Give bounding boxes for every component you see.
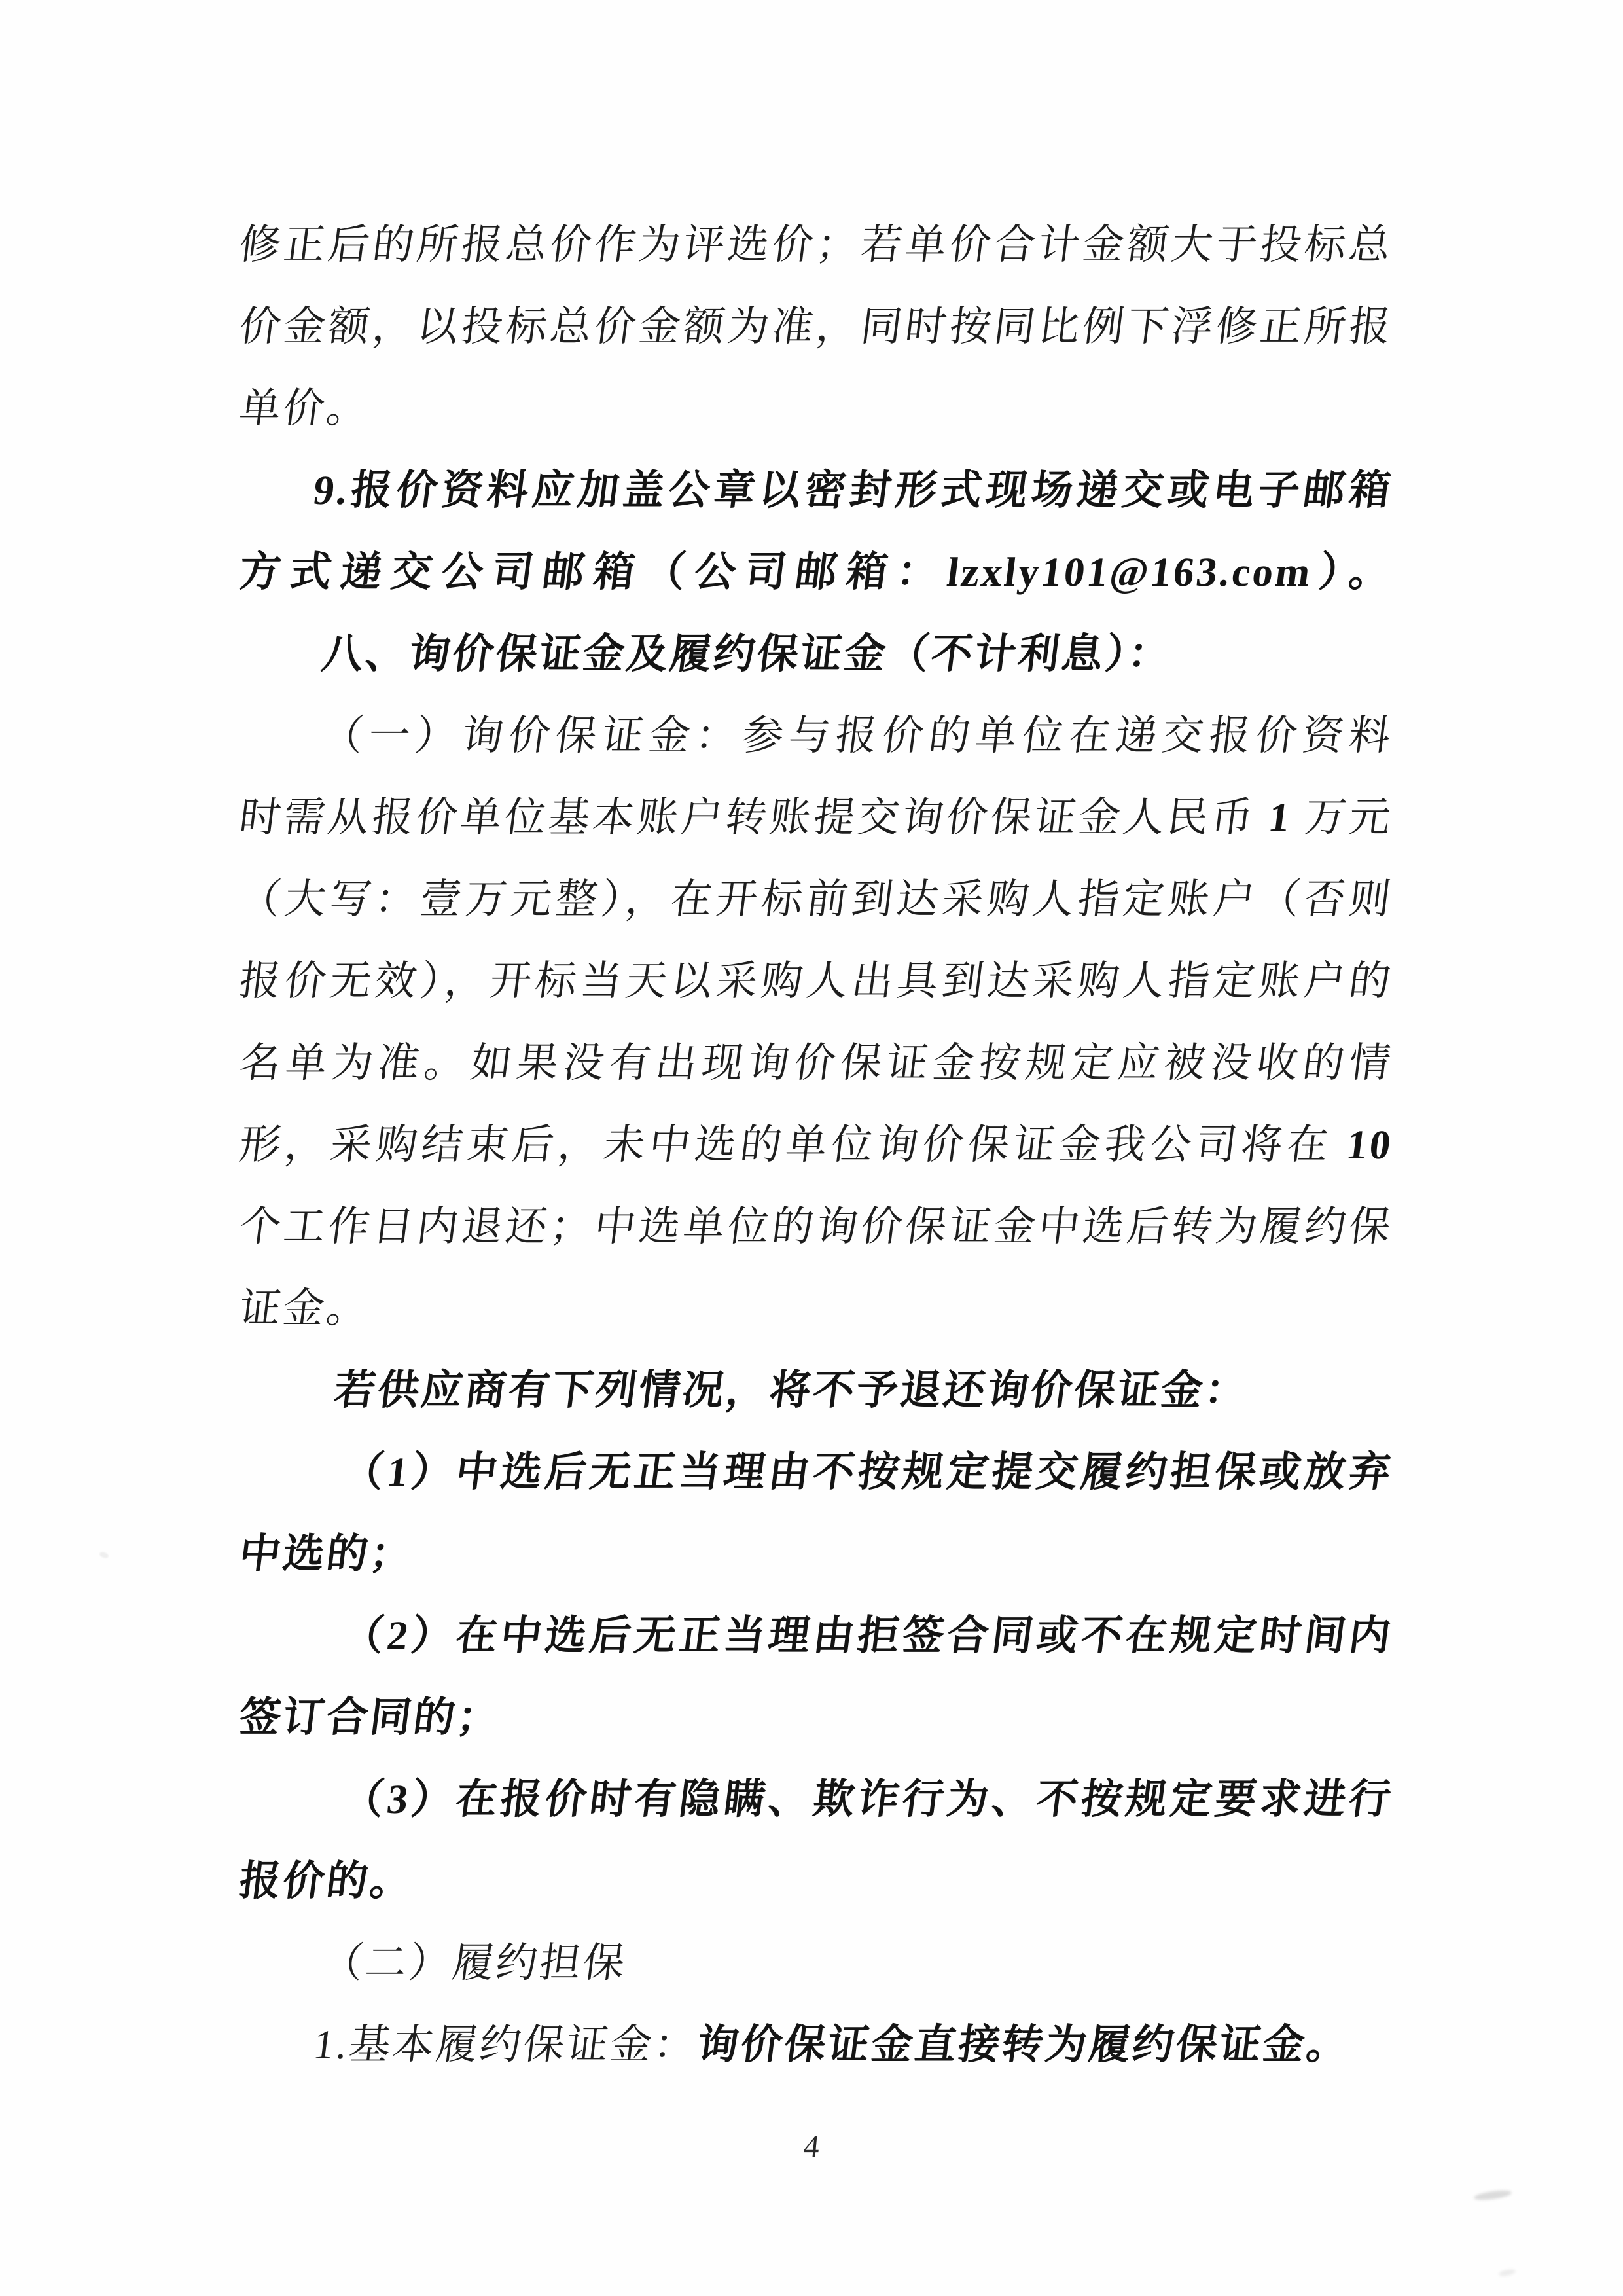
text-run: 修正后的所报总价作为评选价；若单价合计金额大于投标总 [236,222,1396,268]
text-line [234,1104,1397,1186]
text-line [234,941,1397,1022]
text-line [234,1350,1397,1431]
text-run: 报价无效），开标当天以采购人出具到达采购人指定账户的 [236,958,1396,1004]
text-run-bold: （2）在中选后无正当理由拒签合同或不在规定时间内 [340,1613,1396,1659]
text-run: 时需从报价单位基本账户转账提交询价保证金人民币 [236,795,1272,840]
text-line [234,1513,1397,1595]
scan-smudge [1473,2189,1512,2202]
text-line [234,368,1397,450]
text-line [234,695,1397,777]
text-run-bold: 9.报价资料应加盖公章以密封形式现场递交或电子邮箱 [311,467,1396,513]
text-run-bold: 方式递交公司邮箱（公司邮箱：lzxly101@163.com）。 [236,549,1396,595]
text-run-bold: 报价的。 [236,1858,417,1904]
text-run-bold: （1）中选后无正当理由不按规定提交履约担保或放弃 [340,1449,1396,1495]
text-line [234,1840,1397,1922]
text-line [234,613,1397,695]
text-run-bold: 询价保证金直接转为履约保证金。 [694,2022,1353,2068]
text-run: 万元 [1289,795,1396,840]
text-run: （大写：壹万元整），在开标前到达采购人指定账户（否则 [236,876,1396,922]
text-line [234,286,1397,368]
text-run: 1.基本履约保证金： [311,2022,700,2068]
text-run: 形，采购结束后，未中选的单位询价保证金我公司将在 [236,1122,1350,1168]
text-line [234,859,1397,941]
text-line [234,204,1397,286]
text-run-bold: 若供应商有下列情况，将不予退还询价保证金： [331,1367,1251,1413]
text-line [234,1431,1397,1513]
text-line [234,531,1397,613]
text-run-bold: 1 [1266,795,1295,840]
text-run-bold: 中选的； [236,1531,417,1577]
text-run: 价金额，以投标总价金额为准，同时按同比例下浮修正所报 [236,304,1396,350]
page-number: 4 [802,2129,821,2164]
text-run: 个工作日内退还；中选单位的询价保证金中选后转为履约保 [236,1204,1396,1249]
text-run-bold: 10 [1344,1122,1396,1168]
scan-smudge [1498,2268,1516,2277]
text-line [234,1759,1397,1840]
scan-smudge [99,1551,109,1559]
text-line [234,1677,1397,1759]
text-run-bold: （3）在报价时有隐瞒、欺诈行为、不按规定要求进行 [340,1776,1396,1822]
text-run: 单价。 [236,386,373,431]
text-line [234,2004,1397,2086]
text-line [234,1186,1397,1268]
text-run: 名单为准。如果没有出现询价保证金按规定应被没收的情 [236,1040,1396,1086]
text-line [234,777,1397,859]
text-line [234,1595,1397,1677]
text-line [234,1268,1397,1350]
document-body [236,204,1396,2086]
text-run-bold: 八、询价保证金及履约保证金（不计利息）： [319,631,1175,677]
text-line [234,1922,1397,2004]
text-run: 证金。 [236,1285,373,1331]
text-run: （一）询价保证金：参与报价的单位在递交报价资料 [319,713,1396,759]
text-line [234,450,1397,531]
text-run-bold: 签订合同的； [236,1695,504,1740]
text-line [234,1022,1397,1104]
text-run: （二）履约担保 [319,1940,630,1986]
